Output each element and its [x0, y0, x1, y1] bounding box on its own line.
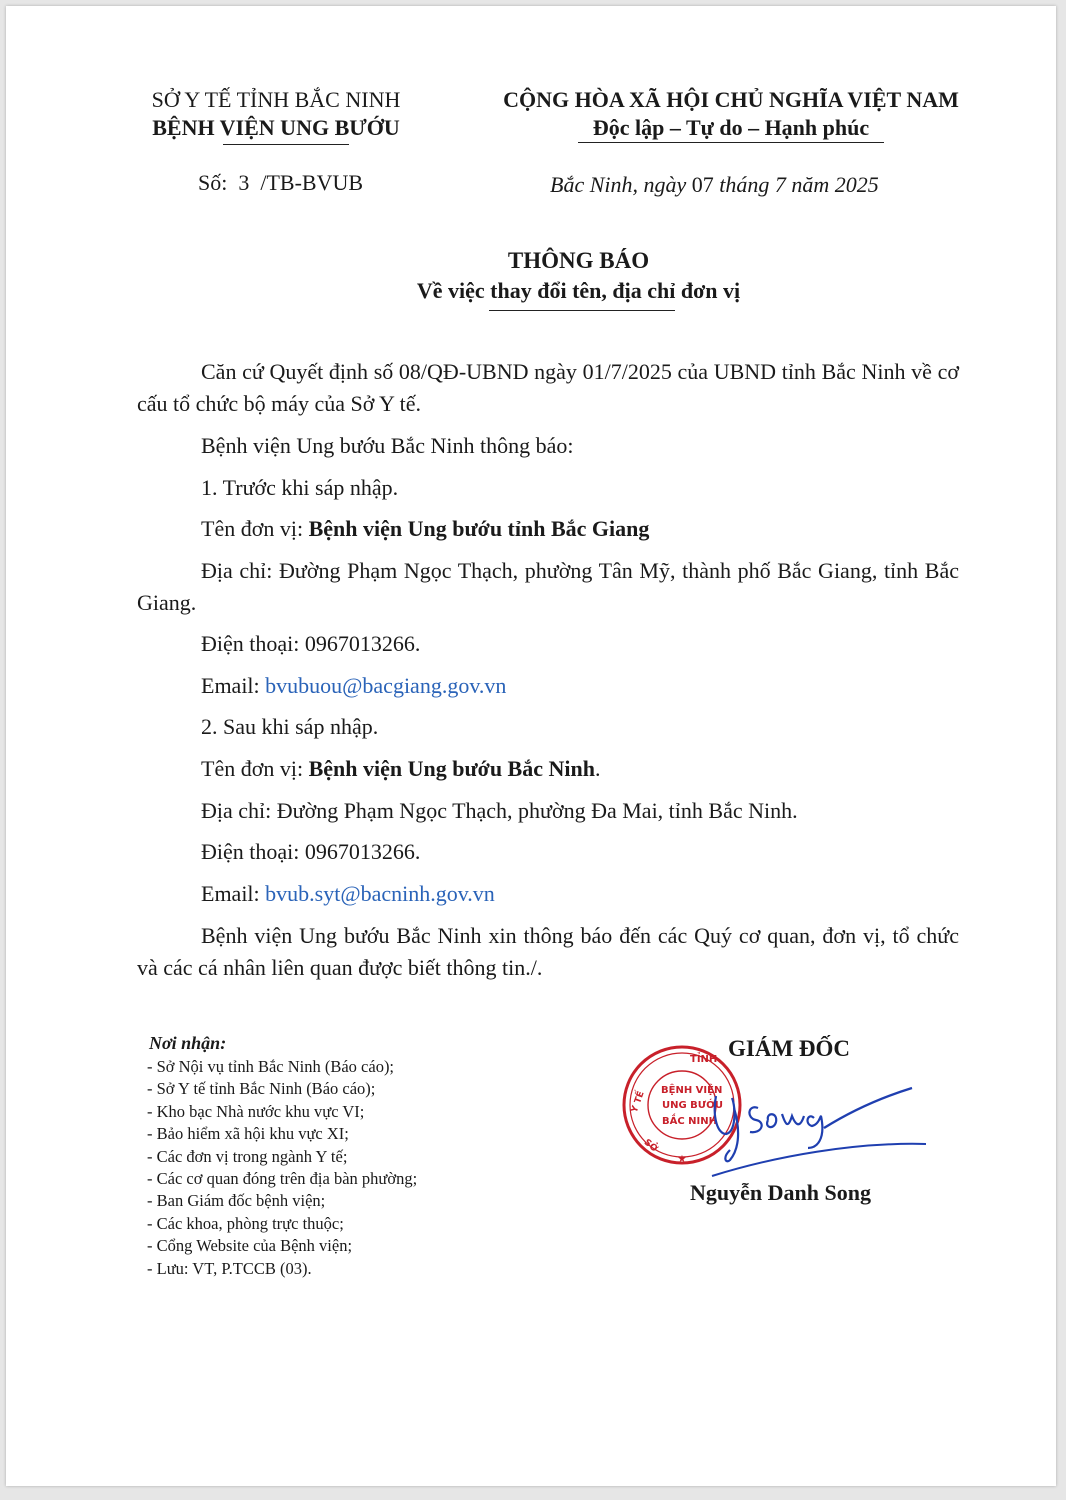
- title-underline: [489, 310, 675, 311]
- recipients-title: Nơi nhận:: [149, 1033, 227, 1053]
- after-phone: Điện thoại: 0967013266.: [201, 839, 421, 864]
- stamp-text-line1: BỆNH VIỆN: [661, 1085, 723, 1096]
- unit-name-label: Tên đơn vị:: [201, 516, 304, 541]
- recipients-list: [147, 1056, 417, 1280]
- date-day: 07: [691, 172, 714, 197]
- email-link[interactable]: bvubuou@bacgiang.gov.vn: [265, 673, 507, 698]
- before-phone: Điện thoại: 0967013266.: [201, 631, 421, 656]
- handwritten-signature: [696, 1078, 926, 1188]
- stamp-text-left: Y TẾ: [629, 1090, 647, 1115]
- after-address: Địa chỉ: Đường Phạm Ngọc Thạch, phường Đa Mai, tỉnh Bắc Ninh.: [201, 798, 798, 823]
- stamp-text-line3: BẮC NINH: [662, 1116, 718, 1127]
- signer-position: GIÁM ĐỐC: [728, 1036, 851, 1061]
- unit-name-value: Bệnh viện Ung bướu Bắc Ninh: [308, 756, 595, 781]
- recipient-item: - Các cơ quan đóng trên địa bàn phường;: [147, 1169, 418, 1189]
- stamp-text-bottom: SỞ: [641, 1137, 660, 1155]
- country-name: CỘNG HÒA XÃ HỘI CHỦ NGHĨA VIỆT NAM: [503, 87, 959, 112]
- signer-name: Nguyễn Danh Song: [690, 1180, 871, 1205]
- unit-name-end: .: [594, 756, 601, 781]
- stamp-text-line2: UNG BƯỚU: [662, 1100, 724, 1111]
- number-value: 3: [238, 170, 250, 195]
- recipient-item: - Cổng Website của Bệnh viện;: [147, 1236, 353, 1256]
- national-motto: Độc lập – Tự do – Hạnh phúc: [592, 115, 870, 140]
- closing-paragraph: Bệnh viện Ung bướu Bắc Ninh xin thông báo đến các Quý cơ quan, đơn vị, tổ chức và các cá nhân liên quan được biết thông tin./.: [137, 923, 959, 980]
- document-number: [198, 169, 363, 197]
- legal-basis: Căn cứ Quyết định số 08/QĐ-UBND ngày 01/7/2025 của UBND tỉnh Bắc Ninh về cơ cấu tổ chức bộ máy của Sở Y tế.: [137, 359, 959, 416]
- number-suffix: /TB-BVUB: [260, 170, 364, 195]
- hospital-name: BỆNH VIỆN UNG BƯỚU: [152, 115, 400, 140]
- number-label: Số:: [198, 170, 228, 195]
- recipient-item: - Các đơn vị trong ngành Y tế;: [147, 1146, 348, 1166]
- section-after-heading: 2. Sau khi sáp nhập.: [201, 714, 379, 739]
- recipient-item: - Sở Y tế tỉnh Bắc Ninh (Báo cáo);: [147, 1079, 376, 1099]
- motto-underline: [578, 142, 884, 143]
- document-subject: Về việc thay đổi tên, địa chỉ đơn vị: [416, 278, 741, 303]
- recipient-item: - Kho bạc Nhà nước khu vực VI;: [147, 1101, 365, 1121]
- date-prefix: Bắc Ninh, ngày: [550, 172, 687, 197]
- recipient-item: - Các khoa, phòng trực thuộc;: [147, 1213, 344, 1233]
- document-page: [6, 6, 1056, 1486]
- department-name: SỞ Y TẾ TỈNH BẮC NINH: [151, 87, 401, 112]
- document-title: THÔNG BÁO: [507, 248, 650, 273]
- unit-name-value: Bệnh viện Ung bướu tỉnh Bắc Giang: [308, 516, 650, 541]
- after-unit-name: [201, 753, 600, 785]
- date-rest: tháng 7 năm 2025: [719, 172, 879, 197]
- recipient-item: - Lưu: VT, P.TCCB (03).: [147, 1258, 312, 1278]
- left-header-underline: [223, 144, 349, 145]
- before-address: Địa chỉ: Đường Phạm Ngọc Thạch, phường Tân Mỹ, thành phố Bắc Giang, tỉnh Bắc Giang.: [137, 558, 959, 615]
- before-email: [201, 670, 506, 702]
- document-date: [550, 171, 879, 199]
- stamp-text-top: TỈNH: [690, 1054, 718, 1065]
- unit-name-label: Tên đơn vị:: [201, 756, 304, 781]
- after-email: [201, 878, 495, 910]
- stamp-star-icon: ★: [677, 1154, 687, 1165]
- email-label: Email:: [201, 673, 260, 698]
- email-label: Email:: [201, 881, 260, 906]
- email-link[interactable]: bvub.syt@bacninh.gov.vn: [265, 881, 495, 906]
- intro-line: Bệnh viện Ung bướu Bắc Ninh thông báo:: [201, 433, 574, 458]
- recipient-item: - Bảo hiểm xã hội khu vực XI;: [147, 1124, 349, 1144]
- recipient-item: - Ban Giám đốc bệnh viện;: [147, 1191, 326, 1211]
- section-before-heading: 1. Trước khi sáp nhập.: [201, 475, 399, 500]
- before-unit-name: [201, 513, 649, 545]
- recipient-item: - Sở Nội vụ tỉnh Bắc Ninh (Báo cáo);: [147, 1057, 395, 1076]
